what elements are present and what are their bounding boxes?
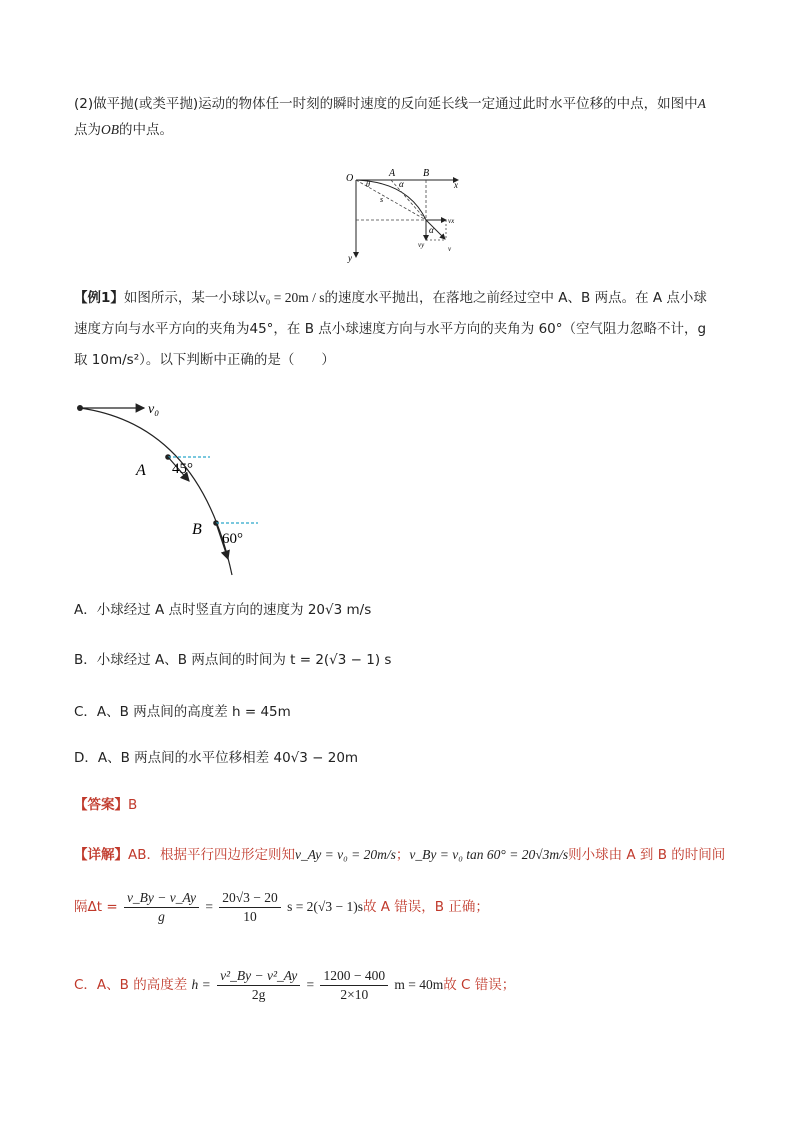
answer-value: B xyxy=(128,797,138,813)
fraction-height-2-den: 2×10 xyxy=(340,986,369,1002)
fraction-time-1 xyxy=(124,889,199,926)
fraction-time-2-den: 10 xyxy=(243,908,257,924)
option-b: B．小球经过 A、B 两点间的时间为 t = 2(√3 − 1) s xyxy=(74,652,392,668)
detail-line-2 xyxy=(74,888,489,926)
label-theta: θ xyxy=(366,180,370,189)
projectile-geometry-diagram xyxy=(338,165,470,265)
label-vx: vx xyxy=(448,217,455,225)
option-d: D．A、B 两点间的水平位移相差 40√3 − 20m xyxy=(74,750,359,766)
trajectory-angle-diagram xyxy=(70,395,270,580)
detail-conclusion-3: 故 C 错误； xyxy=(443,977,516,993)
label-b: B xyxy=(423,168,430,179)
answer-tag: 【答案】 xyxy=(74,797,128,813)
tangent-line xyxy=(391,180,426,220)
label-vy: vy xyxy=(418,241,425,249)
detail-eq-2: = xyxy=(205,899,213,914)
fraction-height-1-den: 2g xyxy=(251,986,266,1002)
example-line-2 xyxy=(74,319,706,339)
option-c: C．A、B 两点间的高度差 h = 45m xyxy=(74,704,291,720)
label-point-a: A xyxy=(136,462,146,479)
intro-text-2c: 的中点。 xyxy=(119,122,173,138)
fraction-time-1-den: g xyxy=(158,908,165,924)
detail-vby-formula: v_By = v₀ tan 60° = 20√3m/s xyxy=(409,847,569,862)
intro-point-a: A xyxy=(697,96,706,111)
detail-tag: 【详解】 xyxy=(74,847,128,863)
label-o: O xyxy=(346,173,354,184)
example-text-2: 速度方向与水平方向的夹角为45°，在 B 点小球速度方向与水平方向的夹角为 60°（空气阻力忽略不计，g xyxy=(74,321,707,337)
intro-text-1: (2)做平抛(或类平抛)运动的物体任一时刻的瞬时速度的反向延长线一定通过此时水平位移的中点，如图中 xyxy=(74,96,698,112)
example-v0-value: v₀ = 20m / s xyxy=(258,290,325,305)
detail-result-2: s = 2(√3 − 1)s xyxy=(287,899,363,914)
label-s: s xyxy=(380,195,384,204)
example-tag: 【例1】 xyxy=(74,290,124,306)
fraction-height-2-num: 1200 − 400 xyxy=(320,967,388,986)
label-alpha: α xyxy=(399,179,404,189)
fraction-height-2 xyxy=(320,967,388,1004)
example-line-1 xyxy=(74,288,707,308)
label-angle-60: 60° xyxy=(222,531,243,547)
fraction-height-1 xyxy=(217,967,300,1004)
label-x: x xyxy=(454,180,458,190)
trajectory-curve-2 xyxy=(80,408,232,575)
detail-semicolon: ； xyxy=(395,847,410,863)
label-v0: v₀ xyxy=(148,402,160,417)
detail-line-1 xyxy=(74,845,725,865)
label-point-b: B xyxy=(192,521,202,538)
example-text-3: 取 10m/s²）。以下判断中正确的是（ ） xyxy=(74,352,335,368)
option-a: A．小球经过 A 点时竖直方向的速度为 20√3 m/s xyxy=(74,602,372,618)
fraction-time-1-num: v_By − v_Ay xyxy=(124,889,199,908)
example-text-1c: 的速度水平抛出，在落地之前经过空中 A、B 两点。在 A 点小球 xyxy=(324,290,707,306)
detail-vay-formula: v_Ay = v₀ = 20m/s xyxy=(295,847,396,862)
label-v: v xyxy=(448,245,452,253)
detail-text-1a: AB．根据平行四边形定则知 xyxy=(128,847,295,863)
intro-line-2 xyxy=(74,120,173,140)
fraction-time-2 xyxy=(219,889,281,926)
detail-eq-3: = xyxy=(306,977,315,992)
example-text-1a: 如图所示，某一小球以 xyxy=(123,290,259,306)
example-line-3 xyxy=(74,350,335,370)
detail-text-1e: 则小球由 A 到 B 的时间间 xyxy=(568,847,726,863)
label-y: y xyxy=(348,253,352,263)
detail-line-3 xyxy=(74,966,515,1004)
detail-result-3: m = 40m xyxy=(394,977,444,992)
label-angle-45: 45° xyxy=(172,461,193,477)
detail-text-3a: C．A、B 的高度差 xyxy=(74,977,188,993)
label-a: A xyxy=(389,168,396,179)
intro-line-1 xyxy=(74,94,706,114)
fraction-time-2-num: 20√3 − 20 xyxy=(219,889,281,908)
intro-segment-ob: OB xyxy=(101,122,119,137)
detail-text-2a: 隔Δt = xyxy=(74,899,118,915)
intro-text-2a: 点为 xyxy=(74,122,101,138)
label-alpha-2: α xyxy=(429,225,434,235)
fraction-height-1-num: v²_By − v²_Ay xyxy=(217,967,300,986)
detail-h-label: h = xyxy=(191,977,211,992)
answer-line xyxy=(74,795,137,815)
detail-conclusion-2: 故 A 错误，B 正确； xyxy=(362,899,489,915)
